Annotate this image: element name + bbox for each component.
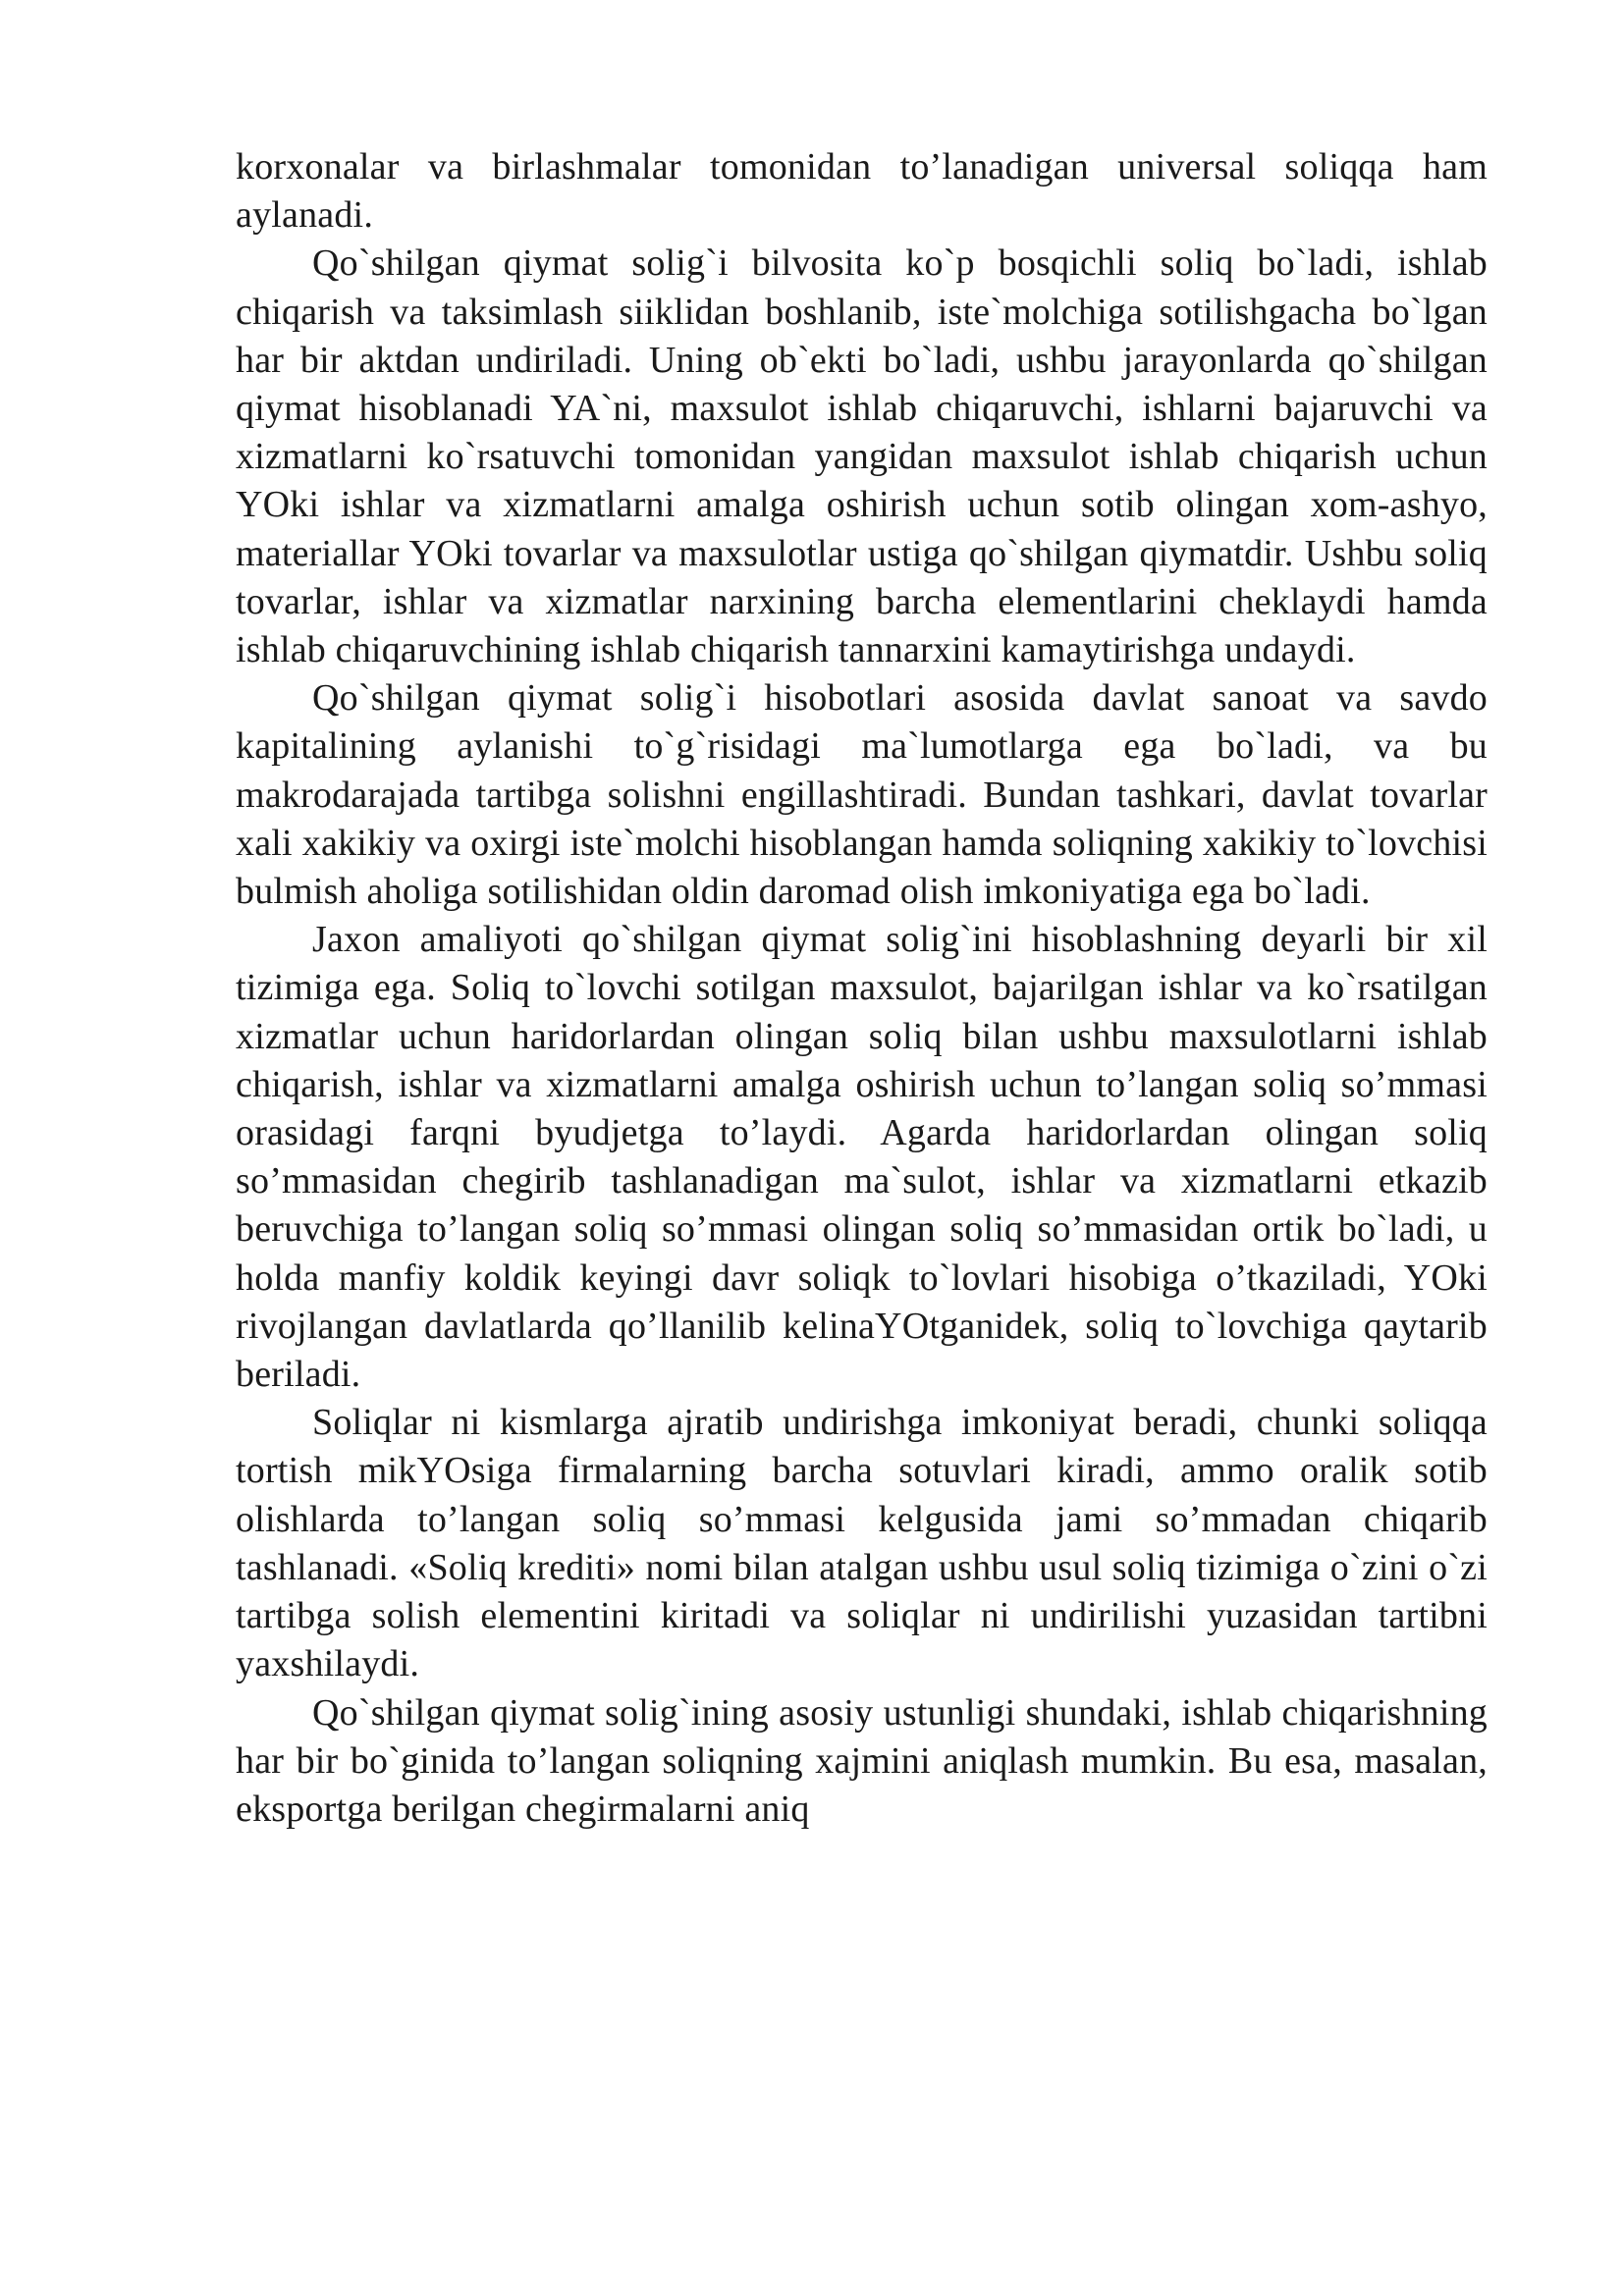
paragraph-vat-definition: Qo`shilgan qiymat solig`i bilvosita ko`p bosqichli soliq bo`ladi, ishlab chiqarish va taksimlash siiklidan boshlanib, iste`molchiga sotilishgacha bo`lgan har bir aktdan undiriladi. Uning ob`ekti bo`ladi, ushbu jarayonlarda qo`shilgan qiymat hisoblanadi YA`ni, maxsulot ishlab chiqaruvchi, ishlarni bajaruvchi va xizmatlarni ko`rsatuvchi tomonidan yangidan maxsulot ishlab chiqarish uchun YOki ishlar va xizmatlarni amalga oshirish uchun sotib olingan xom-ashyo, materiallar YOki tovarlar va maxsulotlar ustiga qo`shilgan qiymatdir. Ushbu soliq tovarlar, ishlar va xizmatlar narxining barcha elementlarini cheklaydi hamda ishlab chiqaruvchining ishlab chiqarish tannarxini kamaytirishga undaydi.: [236, 242, 1488, 671]
document-page: [236, 143, 1488, 1834]
paragraph-vat-advantage: Qo`shilgan qiymat solig`ining asosiy ustunligi shundaki, ishlab chiqarishning har bir bo`ginida to’langan soliqning xajmini aniqlash mumkin. Bu esa, masalan, eksportga berilgan chegirmalarni aniq: [236, 1691, 1488, 1830]
paragraph-vat-reports: Qo`shilgan qiymat solig`i hisobotlari asosida davlat sanoat va savdo kapitalining aylanishi to`g`risidagi ma`lumotlarga ega bo`ladi, va bu makrodarajada tartibga solishni engillashtiradi. Bundan tashkari, davlat tovarlar xali xakikiy va oxirgi iste`molchi hisoblangan hamda soliqning xakikiy to`lovchisi bulmish aholiga sotilishidan oldin daromad olish imkoniyatiga ega bo`ladi.: [236, 677, 1488, 913]
paragraph-world-practice: Jaxon amaliyoti qo`shilgan qiymat solig`ini hisoblashning deyarli bir xil tizimiga ega. Soliq to`lovchi sotilgan maxsulot, bajarilgan ishlar va ko`rsatilgan xizmatlar uchun haridorlardan olingan soliq bilan ushbu maxsulotlarni ishlab chiqarish, ishlar va xizmatlarni amalga oshirish uchun to’langan soliq so’mmasi orasidagi farqni byudjetga to’laydi. Agarda haridorlardan olingan soliq so’mmasidan chegirib tashlanadigan ma`sulot, ishlar va xizmatlarni etkazib beruvchiga to’langan soliq so’mmasi olingan soliq so’mmasidan ortik bo`ladi, u holda manfiy koldik keyingi davr soliqk to`lovlari hisobiga o’tkaziladi, YOki rivojlangan davlatlarda qo’llanilib kelinaYOtganidek, soliq to`lovchiga qaytarib beriladi.: [236, 919, 1488, 1396]
paragraph-tax-credit: Soliqlar ni kismlarga ajratib undirishga imkoniyat beradi, chunki soliqqa tortish mikYOsiga firmalarning barcha sotuvlari kiradi, ammo oralik sotib olishlarda to’langan soliq so’mmasi kelgusida jami so’mmadan chiqarib tashlanadi. «Soliq krediti» nomi bilan atalgan ushbu usul soliq tizimiga o`zini o`zi tartibga solish elementini kiritadi va soliqlar ni undirilishi yuzasidan tartibni yaxshilaydi.: [236, 1402, 1488, 1685]
paragraph-continuation: korxonalar va birlashmalar tomonidan to’lanadigan universal soliqqa ham aylanadi.: [236, 146, 1488, 237]
